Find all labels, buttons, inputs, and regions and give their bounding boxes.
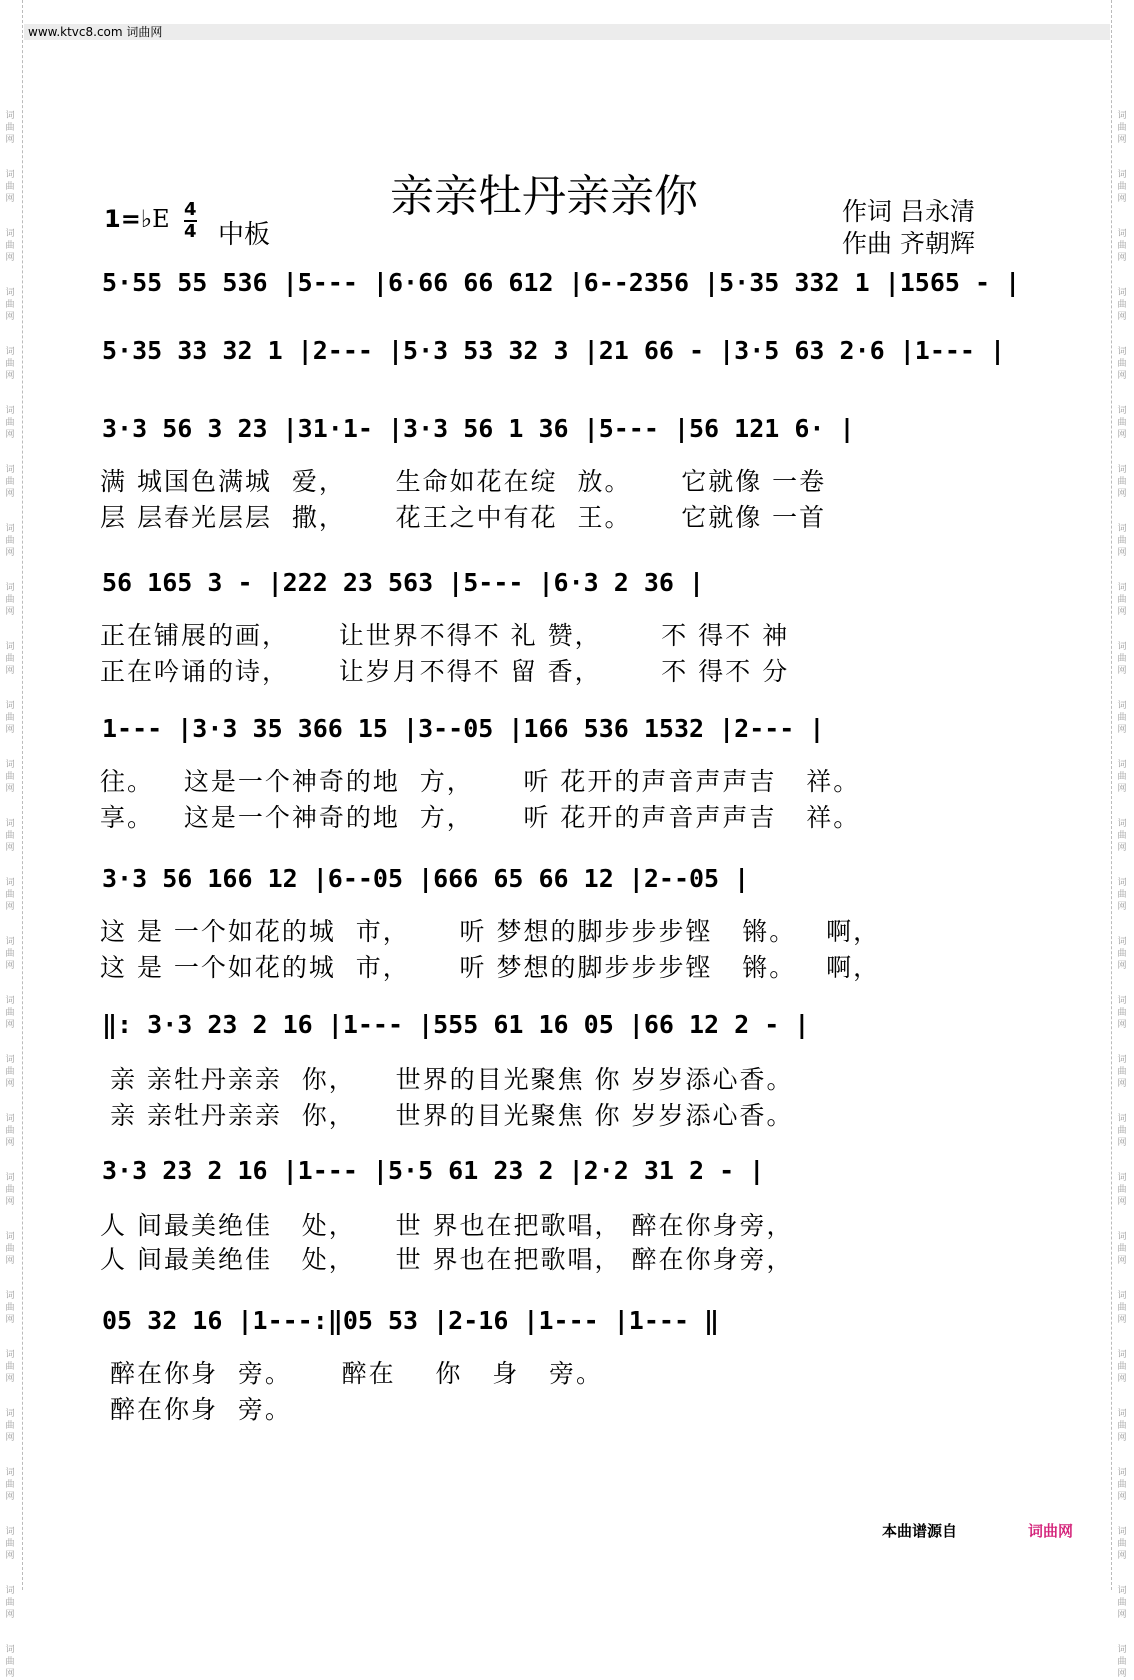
watermark-glyph: 词 xyxy=(5,111,15,121)
watermark-glyph: 曲 xyxy=(5,1126,15,1136)
music-line: ‖: 3·3 23 2 16 |1--- |555 61 16 05 |66 12 2 - | xyxy=(102,1010,810,1039)
watermark-glyph: 曲 xyxy=(5,359,15,369)
watermark-glyph: 词 xyxy=(5,1527,15,1537)
watermark-glyph: 网 xyxy=(1117,1610,1127,1620)
watermark-glyph: 曲 xyxy=(5,831,15,841)
lyrics-line: 这 是 一个如花的城 市， 听 梦想的脚步步步铿 锵。 啊， xyxy=(100,953,881,982)
watermark-glyph: 词 xyxy=(5,583,15,593)
watermark-glyph: 网 xyxy=(1117,430,1127,440)
watermark-glyph: 曲 xyxy=(1117,1421,1127,1431)
watermark-glyph: 曲 xyxy=(1117,831,1127,841)
watermark-glyph: 曲 xyxy=(5,595,15,605)
music-line: 05 32 16 |1---:‖05 53 |2-16 |1--- |1--- ‖ xyxy=(102,1306,720,1335)
watermark-glyph: 词 xyxy=(1117,1291,1127,1301)
lyrics-line: 人 间最美绝佳 处， 世 界也在把歌唱， 醉在你身旁， xyxy=(100,1245,794,1274)
watermark-glyph: 词 xyxy=(1117,1055,1127,1065)
watermark-glyph: 曲 xyxy=(5,477,15,487)
watermark-glyph: 词 xyxy=(1117,524,1127,534)
watermark-glyph: 词 xyxy=(1117,288,1127,298)
lyrics-line: 享。 这是一个神奇的地 方， 听 花开的声音声声吉 祥。 xyxy=(100,803,861,832)
watermark-glyph: 网 xyxy=(5,135,15,145)
watermark-glyph: 曲 xyxy=(5,1598,15,1608)
watermark-glyph: 网 xyxy=(5,194,15,204)
watermark-glyph: 曲 xyxy=(5,1539,15,1549)
watermark-glyph: 曲 xyxy=(5,1362,15,1372)
watermark-glyph: 曲 xyxy=(5,1421,15,1431)
watermark-glyph: 曲 xyxy=(1117,1480,1127,1490)
footer-source: 本曲谱源自 xyxy=(882,1522,958,1540)
watermark-glyph: 词 xyxy=(1117,1468,1127,1478)
watermark-glyph: 词 xyxy=(1117,229,1127,239)
right-margin-watermark xyxy=(1111,0,1134,1679)
watermark-glyph: 词 xyxy=(1117,819,1127,829)
watermark-glyph: 词 xyxy=(1117,1586,1127,1596)
watermark-glyph: 词 xyxy=(5,465,15,475)
watermark-glyph: 词 xyxy=(5,288,15,298)
watermark-glyph: 词 xyxy=(1117,347,1127,357)
lyrics-line: 亲 亲牡丹亲亲 你， 世界的目光聚焦 你 岁岁添心香。 xyxy=(100,1065,794,1094)
composer-credit: 作曲 齐朝辉 xyxy=(842,229,975,258)
lyrics-line: 正在铺展的画， 让世界不得不 礼 赞， 不 得不 神 xyxy=(100,621,790,650)
footer-brand-link[interactable]: 词曲网 xyxy=(1028,1522,1074,1540)
watermark-glyph: 曲 xyxy=(1117,1657,1127,1667)
watermark-glyph: 网 xyxy=(1117,371,1127,381)
watermark-glyph: 词 xyxy=(1117,642,1127,652)
watermark-glyph: 网 xyxy=(1117,666,1127,676)
key-note: ♭E xyxy=(140,205,170,233)
watermark-glyph: 词 xyxy=(1117,1232,1127,1242)
watermark-glyph: 曲 xyxy=(1117,1362,1127,1372)
watermark-glyph: 网 xyxy=(5,1079,15,1089)
watermark-glyph: 网 xyxy=(5,961,15,971)
watermark-glyph: 网 xyxy=(5,312,15,322)
watermark-glyph: 网 xyxy=(1117,902,1127,912)
watermark-glyph: 曲 xyxy=(1117,1303,1127,1313)
watermark-glyph: 曲 xyxy=(1117,182,1127,192)
watermark-glyph: 词 xyxy=(5,170,15,180)
watermark-glyph: 网 xyxy=(1117,1138,1127,1148)
watermark-glyph: 曲 xyxy=(1117,1126,1127,1136)
watermark-glyph: 网 xyxy=(5,253,15,263)
watermark-glyph: 词 xyxy=(5,1173,15,1183)
watermark-glyph: 曲 xyxy=(1117,1244,1127,1254)
watermark-glyph: 曲 xyxy=(5,1067,15,1077)
watermark-glyph: 词 xyxy=(5,1409,15,1419)
music-line: 1--- |3·3 35 366 15 |3--05 |166 536 1532 |2--- | xyxy=(102,714,825,743)
watermark-glyph: 词 xyxy=(5,878,15,888)
watermark-glyph: 曲 xyxy=(1117,949,1127,959)
watermark-glyph: 词 xyxy=(1117,760,1127,770)
watermark-glyph: 词 xyxy=(5,1114,15,1124)
watermark-glyph: 曲 xyxy=(5,123,15,133)
watermark-glyph: 网 xyxy=(5,489,15,499)
watermark-glyph: 词 xyxy=(1117,583,1127,593)
watermark-glyph: 网 xyxy=(1117,784,1127,794)
watermark-glyph: 词 xyxy=(1117,1645,1127,1655)
watermark-glyph: 网 xyxy=(1117,725,1127,735)
watermark-glyph: 曲 xyxy=(5,1244,15,1254)
watermark-glyph: 曲 xyxy=(1117,654,1127,664)
watermark-glyph: 曲 xyxy=(5,182,15,192)
watermark-glyph: 词 xyxy=(5,1291,15,1301)
watermark-glyph: 网 xyxy=(1117,1492,1127,1502)
watermark-glyph: 词 xyxy=(5,1350,15,1360)
watermark-glyph: 词 xyxy=(5,642,15,652)
watermark-glyph: 曲 xyxy=(1117,772,1127,782)
watermark-glyph: 曲 xyxy=(5,949,15,959)
watermark-glyph: 网 xyxy=(5,1138,15,1148)
watermark-glyph: 词 xyxy=(5,937,15,947)
watermark-glyph: 曲 xyxy=(5,536,15,546)
watermark-glyph: 网 xyxy=(5,784,15,794)
watermark-glyph: 网 xyxy=(1117,1256,1127,1266)
key-label: 1= xyxy=(104,205,141,233)
watermark-glyph: 网 xyxy=(5,1669,15,1679)
watermark-glyph: 词 xyxy=(5,701,15,711)
watermark-glyph: 曲 xyxy=(1117,477,1127,487)
watermark-glyph: 词 xyxy=(1117,937,1127,947)
watermark-glyph: 曲 xyxy=(5,300,15,310)
watermark-glyph: 网 xyxy=(5,371,15,381)
lyrics-line: 这 是 一个如花的城 市， 听 梦想的脚步步步铿 锵。 啊， xyxy=(100,917,881,946)
watermark-glyph: 曲 xyxy=(1117,1067,1127,1077)
watermark-glyph: 曲 xyxy=(1117,418,1127,428)
watermark-glyph: 曲 xyxy=(5,1008,15,1018)
time-signature-top: 4 xyxy=(184,199,197,220)
watermark-glyph: 曲 xyxy=(1117,595,1127,605)
watermark-glyph: 词 xyxy=(5,1232,15,1242)
watermark-glyph: 曲 xyxy=(5,1303,15,1313)
watermark-glyph: 网 xyxy=(5,902,15,912)
watermark-glyph: 词 xyxy=(1117,1527,1127,1537)
watermark-glyph: 网 xyxy=(5,1492,15,1502)
watermark-glyph: 曲 xyxy=(1117,123,1127,133)
watermark-glyph: 词 xyxy=(1117,1350,1127,1360)
watermark-glyph: 网 xyxy=(5,607,15,617)
watermark-glyph: 网 xyxy=(5,1256,15,1266)
watermark-glyph: 曲 xyxy=(1117,1598,1127,1608)
watermark-glyph: 曲 xyxy=(5,1480,15,1490)
watermark-glyph: 词 xyxy=(1117,701,1127,711)
watermark-glyph: 词 xyxy=(5,760,15,770)
watermark-glyph: 网 xyxy=(1117,607,1127,617)
watermark-glyph: 曲 xyxy=(5,713,15,723)
watermark-glyph: 网 xyxy=(1117,194,1127,204)
lyrics-line: 亲 亲牡丹亲亲 你， 世界的目光聚焦 你 岁岁添心香。 xyxy=(100,1101,794,1130)
watermark-glyph: 词 xyxy=(1117,1114,1127,1124)
lyrics-line: 层 层春光层层 撒， 花王之中有花 王。 它就像 一首 xyxy=(100,503,827,532)
music-line: 3·3 56 166 12 |6--05 |666 65 66 12 |2--05 | xyxy=(102,864,750,893)
watermark-glyph: 曲 xyxy=(1117,1008,1127,1018)
lyrics-line: 人 间最美绝佳 处， 世 界也在把歌唱， 醉在你身旁， xyxy=(100,1211,794,1240)
watermark-glyph: 网 xyxy=(5,1315,15,1325)
lyrics-line: 往。 这是一个神奇的地 方， 听 花开的声音声声吉 祥。 xyxy=(100,767,861,796)
watermark-glyph: 网 xyxy=(5,725,15,735)
lyrics-line: 醉在你身 旁。 xyxy=(100,1395,292,1424)
watermark-glyph: 曲 xyxy=(1117,713,1127,723)
music-line: 3·3 56 3 23 |31·1- |3·3 56 1 36 |5--- |56 121 6· | xyxy=(102,414,855,443)
watermark-glyph: 曲 xyxy=(1117,536,1127,546)
watermark-glyph: 网 xyxy=(1117,1197,1127,1207)
watermark-glyph: 词 xyxy=(5,1645,15,1655)
watermark-glyph: 网 xyxy=(5,1433,15,1443)
watermark-glyph: 网 xyxy=(5,1374,15,1384)
watermark-glyph: 曲 xyxy=(1117,241,1127,251)
lyrics-line: 正在吟诵的诗， 让岁月不得不 留 香， 不 得不 分 xyxy=(100,657,790,686)
watermark-glyph: 网 xyxy=(1117,1374,1127,1384)
watermark-glyph: 词 xyxy=(5,406,15,416)
watermark-glyph: 词 xyxy=(1117,406,1127,416)
watermark-glyph: 词 xyxy=(1117,996,1127,1006)
tempo-marking: 中板 xyxy=(218,220,271,250)
watermark-glyph: 曲 xyxy=(5,241,15,251)
lyrics-line: 满 城国色满城 爱， 生命如花在绽 放。 它就像 一卷 xyxy=(100,467,827,496)
watermark-glyph: 词 xyxy=(5,1586,15,1596)
watermark-glyph: 网 xyxy=(1117,489,1127,499)
watermark-glyph: 网 xyxy=(5,548,15,558)
watermark-glyph: 曲 xyxy=(1117,890,1127,900)
watermark-glyph: 词 xyxy=(5,1468,15,1478)
watermark-glyph: 网 xyxy=(1117,1020,1127,1030)
watermark-glyph: 曲 xyxy=(5,1185,15,1195)
watermark-glyph: 曲 xyxy=(5,654,15,664)
watermark-glyph: 曲 xyxy=(1117,1185,1127,1195)
watermark-glyph: 词 xyxy=(5,996,15,1006)
watermark-glyph: 词 xyxy=(5,524,15,534)
watermark-glyph: 网 xyxy=(1117,253,1127,263)
watermark-glyph: 网 xyxy=(1117,1551,1127,1561)
watermark-glyph: 网 xyxy=(5,1551,15,1561)
watermark-glyph: 网 xyxy=(5,1197,15,1207)
watermark-glyph: 网 xyxy=(1117,961,1127,971)
site-header[interactable]: www.ktvc8.com 词曲网 xyxy=(24,24,1110,40)
time-signature xyxy=(184,200,197,242)
time-signature-bottom: 4 xyxy=(184,221,197,242)
watermark-glyph: 网 xyxy=(1117,1669,1127,1679)
watermark-glyph: 网 xyxy=(1117,1079,1127,1089)
watermark-glyph: 词 xyxy=(1117,111,1127,121)
watermark-glyph: 网 xyxy=(5,1610,15,1620)
left-margin-watermark xyxy=(0,0,23,1679)
music-line: 3·3 23 2 16 |1--- |5·5 61 23 2 |2·2 31 2 - | xyxy=(102,1156,765,1185)
watermark-glyph: 网 xyxy=(1117,135,1127,145)
lyrics-line: 醉在你身 旁。 醉在 你 身 旁。 xyxy=(100,1359,604,1388)
music-line: 5·35 33 32 1 |2--- |5·3 53 32 3 |21 66 - |3·5 63 2·6 |1--- | xyxy=(102,336,1006,365)
watermark-glyph: 网 xyxy=(1117,843,1127,853)
watermark-glyph: 网 xyxy=(5,843,15,853)
watermark-glyph: 网 xyxy=(1117,1315,1127,1325)
watermark-glyph: 词 xyxy=(5,819,15,829)
watermark-glyph: 词 xyxy=(1117,1173,1127,1183)
watermark-glyph: 词 xyxy=(1117,465,1127,475)
lyricist-credit: 作词 吕永清 xyxy=(842,197,975,226)
watermark-glyph: 词 xyxy=(1117,878,1127,888)
watermark-glyph: 网 xyxy=(1117,548,1127,558)
watermark-glyph: 词 xyxy=(5,229,15,239)
watermark-glyph: 网 xyxy=(1117,1433,1127,1443)
watermark-glyph: 曲 xyxy=(5,890,15,900)
watermark-glyph: 曲 xyxy=(1117,1539,1127,1549)
key-signature xyxy=(104,205,170,233)
watermark-glyph: 词 xyxy=(5,347,15,357)
watermark-glyph: 词 xyxy=(1117,170,1127,180)
watermark-glyph: 词 xyxy=(5,1055,15,1065)
watermark-glyph: 网 xyxy=(1117,312,1127,322)
watermark-glyph: 网 xyxy=(5,430,15,440)
watermark-glyph: 网 xyxy=(5,666,15,676)
watermark-glyph: 曲 xyxy=(1117,300,1127,310)
watermark-glyph: 曲 xyxy=(1117,359,1127,369)
watermark-glyph: 曲 xyxy=(5,418,15,428)
watermark-glyph: 网 xyxy=(5,1020,15,1030)
watermark-glyph: 曲 xyxy=(5,772,15,782)
watermark-glyph: 曲 xyxy=(5,1657,15,1667)
music-line: 5·55 55 536 |5--- |6·66 66 612 |6--2356 |5·35 332 1 |1565 - | xyxy=(102,268,1021,297)
watermark-glyph: 词 xyxy=(1117,1409,1127,1419)
song-title: 亲亲牡丹亲亲你 xyxy=(390,171,698,222)
music-line: 56 165 3 - |222 23 563 |5--- |6·3 2 36 | xyxy=(102,568,705,597)
